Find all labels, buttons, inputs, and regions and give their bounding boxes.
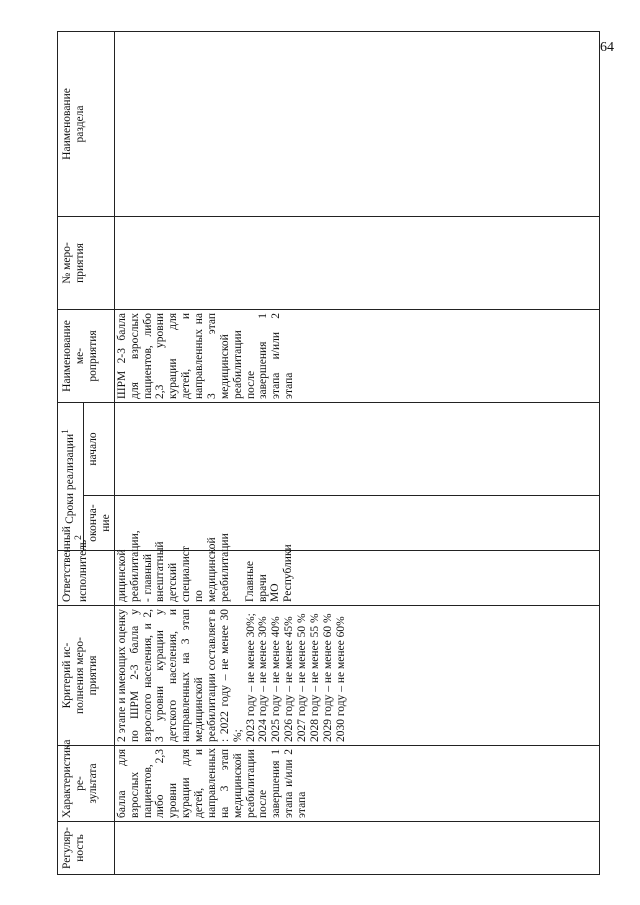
header-row	[58, 31, 84, 874]
criterion-intro: 2 этапе и имеющих оценку по ШРМ 2-3 балла у взрослого населения, и 2, 3 уровни курации у детского населения, и направленных на 3 этап медицинской реабилитации составляет в	[115, 609, 218, 742]
cell-result: балла для взрослых пациентов, либо 2,3 уровни курации для детей, и направленных на 3 этап медицинской реабилитации после завершения 1 этапа и/или 2 этапа	[114, 746, 599, 822]
dates-footnote-mark: 1	[60, 429, 71, 434]
cell-date-start	[114, 402, 599, 495]
header-event-no: № меро- приятия	[58, 216, 115, 309]
criterion-year-line: 2026 году – не менее 45%	[283, 616, 296, 742]
responsible-line: дицинской реабилитации,	[115, 530, 141, 602]
header-responsible: Ответственный исполнитель$^2$	[58, 551, 115, 606]
cell-regularity	[114, 822, 599, 875]
responsible-line: Главные врачи МО Республики	[243, 544, 295, 602]
cell-section-name	[114, 31, 599, 216]
responsible-footnote-mark: 2	[72, 535, 84, 540]
header-date-end: оконча- ние	[84, 496, 115, 551]
header-section-name: Наименование раздела	[58, 31, 115, 216]
criterion-year-line: 2023 году – не менее 30%;	[244, 613, 257, 742]
criterion-year-line: : 2022 году – не менее 30 %;	[218, 609, 244, 742]
header-criterion: Критерий ис- полнения меро- приятия	[58, 606, 115, 746]
criterion-year-line: 2024 году – не менее 30%	[257, 616, 270, 742]
cell-event-name: ШРМ 2-3 балла для взрослых пациентов, либо 2,3 уровни курации для детей, и направленных на 3 этап медицинской реабилитации после завершения 1 этапа и/или 2 этапа	[114, 309, 599, 402]
header-result: Характеристика ре- зультата	[58, 746, 115, 822]
criterion-year-line: 2030 году – не менее 60%	[334, 616, 347, 742]
cell-responsible	[114, 530, 599, 606]
criterion-year-line: 2027 году – не менее 50 %	[296, 613, 308, 742]
table-row	[114, 31, 599, 874]
cell-criterion	[114, 606, 599, 746]
criterion-year-line: 2025 году – не менее 40%	[270, 616, 283, 742]
header-dates: Сроки реализации$^1$	[58, 402, 84, 550]
cell-date-end	[114, 496, 599, 551]
rotated-table-frame	[57, 32, 600, 875]
header-regularity: Регуляр- ность	[58, 822, 115, 875]
responsible-line: - главный внештатный детский специалист по медицинской реабилитации	[141, 533, 231, 602]
activity-table	[57, 31, 600, 875]
page-number: 64	[600, 40, 614, 55]
criterion-year-line: 2028 году – не менее 55 %	[308, 613, 321, 742]
cell-event-no	[114, 216, 599, 309]
header-event-name: Наименование ме- роприятия	[58, 309, 115, 402]
criterion-year-line: 2029 году – не менее 60 %	[321, 613, 334, 742]
header-date-start: начало	[84, 402, 115, 495]
